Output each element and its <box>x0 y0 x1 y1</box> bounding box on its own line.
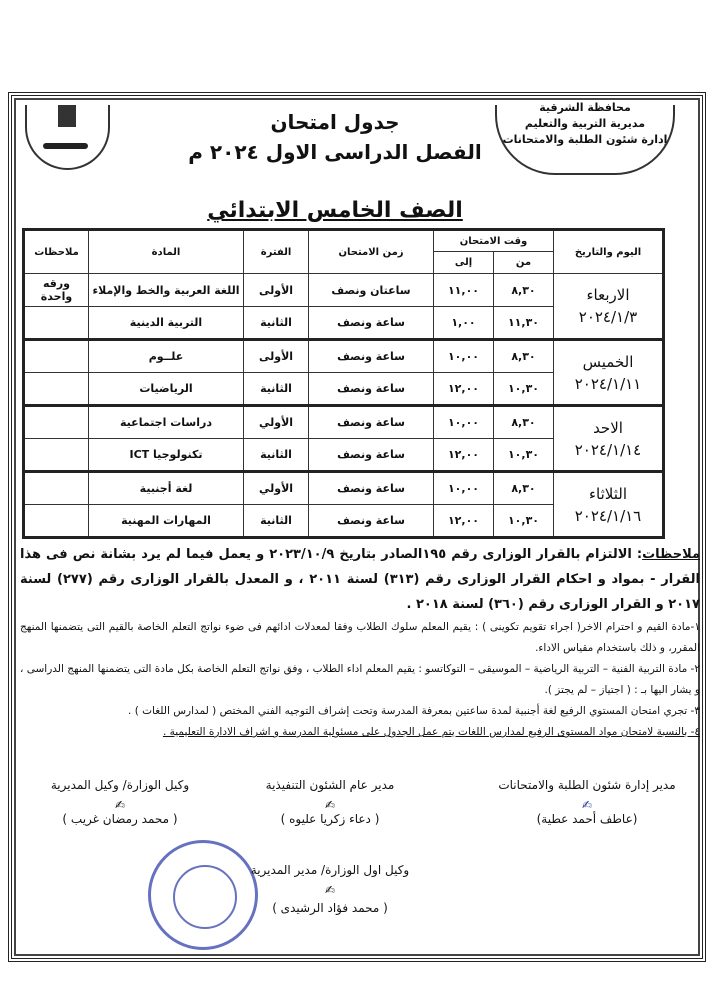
to-cell: ١,٠٠ <box>434 307 494 340</box>
signature-block <box>472 775 702 829</box>
table-row <box>24 472 664 505</box>
from-cell: ١٠,٣٠ <box>494 505 554 538</box>
duration-cell: ساعة ونصف <box>309 406 434 439</box>
to-cell: ١٢,٠٠ <box>434 373 494 406</box>
signature-title: مدير عام الشئون التنفيذية <box>265 778 395 792</box>
handwritten-signature: ✍ <box>114 798 126 812</box>
from-cell: ٨,٣٠ <box>494 472 554 505</box>
from-cell: ١١,٣٠ <box>494 307 554 340</box>
date: ٢٠٢٤/١/١٤ <box>574 440 642 459</box>
crest-icon <box>58 105 76 127</box>
notes-section <box>20 542 700 743</box>
header-day-date: اليوم والتاريخ <box>554 230 664 274</box>
to-cell: ١٢,٠٠ <box>434 505 494 538</box>
date: ٢٠٢٤/١/١١ <box>574 374 642 393</box>
horse-icon <box>43 143 88 149</box>
period-cell: الأولي <box>244 472 309 505</box>
org-line: إدارة شئون الطلبة والامتحانات <box>502 133 668 146</box>
subject-cell: لغة أجنبية <box>89 472 244 505</box>
org-line: محافظة الشرقية <box>539 101 631 114</box>
header-subject: المادة <box>89 230 244 274</box>
subject-cell: اللغة العربية والخط والإملاء <box>89 274 244 307</box>
signature-block <box>20 775 220 829</box>
duration-cell: ساعة ونصف <box>309 439 434 472</box>
day-date-cell <box>554 340 664 406</box>
notes-cell <box>24 340 89 373</box>
to-cell: ١٠,٠٠ <box>434 472 494 505</box>
duration-cell: ساعة ونصف <box>309 340 434 373</box>
signature-block <box>235 775 425 829</box>
subject-cell: تكنولوجيا ICT <box>89 439 244 472</box>
notes-cell <box>24 505 89 538</box>
signature-title: وكيل الوزارة/ وكيل المديرية <box>50 778 190 792</box>
handwritten-signature: ✍ <box>581 798 593 812</box>
notes-lead <box>20 542 700 617</box>
day-date-cell <box>554 472 664 538</box>
subject-cell: دراسات اجتماعية <box>89 406 244 439</box>
signature-name: ( محمد رمضان غريب ) <box>62 812 178 826</box>
from-cell: ٨,٣٠ <box>494 274 554 307</box>
period-cell: الأولى <box>244 340 309 373</box>
subject-cell: التربية الدينية <box>89 307 244 340</box>
notes-cell: ورقه واحدة <box>24 274 89 307</box>
signature-name: (عاطف أحمد عطية) <box>536 812 638 826</box>
day-name: الاحد <box>593 418 623 437</box>
signature-block <box>225 860 435 918</box>
period-cell: الثانية <box>244 307 309 340</box>
period-cell: الثانية <box>244 439 309 472</box>
note-item: ٢- مادة التربية الفنية – التربية الرياضية – الموسيقى – التوكاتسو : يقيم المعلم اداء الطلاب ، وفق نواتج التعلم الخاصة بكل مادة التى يتضمنها المنهج الدراسى ، و يشار اليها بـ : ( اجتياز – لم يجتز ). <box>20 663 700 696</box>
to-cell: ١١,٠٠ <box>434 274 494 307</box>
duration-cell: ساعة ونصف <box>309 472 434 505</box>
period-cell: الأولي <box>244 406 309 439</box>
date: ٢٠٢٤/١/١٦ <box>574 506 642 525</box>
day-name: الثلاثاء <box>588 484 627 503</box>
day-date-cell <box>554 406 664 472</box>
note-item: ٣- تجري امتحان المستوي الرفيع لغة أجنبية لمدة ساعتين بمعرفة المدرسة وتحت إشراف التوجيه الفني المختص ( لمدارس اللغات ) . <box>128 705 700 717</box>
header-period: الفترة <box>244 230 309 274</box>
header-notes: ملاحظات <box>24 230 89 274</box>
grade-title: الصف الخامس الابتدائي <box>207 198 463 223</box>
handwritten-signature: ✍ <box>324 798 336 812</box>
term-title: الفصل الدراسى الاول ٢٠٢٤ م <box>188 140 482 164</box>
day-name: الخميس <box>582 352 634 371</box>
notes-cell <box>24 373 89 406</box>
from-cell: ١٠,٣٠ <box>494 373 554 406</box>
emblem-logo <box>25 105 110 170</box>
subject-cell: المهارات المهنية <box>89 505 244 538</box>
duration-cell: ساعة ونصف <box>309 505 434 538</box>
to-cell: ١٢,٠٠ <box>434 439 494 472</box>
signature-name: ( دعاء زكريا عليوه ) <box>280 812 380 826</box>
subject-cell: علــوم <box>89 340 244 373</box>
signature-name: ( محمد فؤاد الرشيدى ) <box>272 901 388 915</box>
period-cell: الأولى <box>244 274 309 307</box>
notes-cell <box>24 439 89 472</box>
day-name: الاربعاء <box>586 286 630 304</box>
note-item: ١-مادة القيم و احترام الاخر( اجراء تقويم تكوينى ) : يقيم المعلم سلوك الطلاب وفقا لمعدلات ادائهم فى ضوء نواتج التعلم الخاصة بالقيم التى يتضمنها المنهج المقرر، و ذلك باستخدام مقياس الاداء. <box>20 621 700 654</box>
duration-cell: ساعة ونصف <box>309 373 434 406</box>
header-duration: زمن الامتحان <box>309 230 434 274</box>
header-exam-time: وقت الامتحان <box>434 230 554 252</box>
day-date-cell <box>554 274 664 340</box>
duration-cell: ساعتان ونصف <box>309 274 434 307</box>
page-title: جدول امتحان <box>270 110 400 134</box>
subject-cell: الرياضيات <box>89 373 244 406</box>
from-cell: ٨,٣٠ <box>494 340 554 373</box>
note-item: ٤- بالنسبة لامتحان مواد المستوى الرفيع لمدارس اللغات يتم عمل الجدول على مسئولية المدرسة و اشراف الادارة التعليمية . <box>162 726 700 738</box>
exam-schedule-table <box>22 228 665 539</box>
notes-cell <box>24 406 89 439</box>
header-to: إلى <box>434 252 494 274</box>
duration-cell: ساعة ونصف <box>309 307 434 340</box>
handwritten-signature: ✍ <box>324 883 336 897</box>
date: ٢٠٢٤/١/٣ <box>578 308 638 326</box>
table-row <box>24 406 664 439</box>
org-line: مديرية التربية والتعليم <box>524 117 646 130</box>
notes-label: ملاحظات <box>642 547 700 562</box>
signature-title: وكيل اول الوزارة/ مدير المديرية <box>250 863 410 877</box>
signature-title: مدير إدارة شئون الطلبة والامتحانات <box>498 778 676 792</box>
notes-lead-text: : الالتزام بالقرار الوزارى رقم ١٩٥الصادر بتاريخ ٢٠٢٣/١٠/٩ و يعمل فيما لم يرد بشانة نص فى هذا القرار - بمواد و احكام القرار الوزارى رقم (٣١٣) لسنة ٢٠١١ ، و المعدل بالقرار الوزارى رقم (٢٧٧) لسنة ٢٠١٧ و القرار الوزارى رقم (٣٦٠) لسنة ٢٠١٨ . <box>20 547 700 612</box>
wreath-icon <box>495 105 675 175</box>
table-row <box>24 274 664 307</box>
notes-cell <box>24 307 89 340</box>
to-cell: ١٠,٠٠ <box>434 406 494 439</box>
to-cell: ١٠,٠٠ <box>434 340 494 373</box>
table-row <box>24 340 664 373</box>
header-from: من <box>494 252 554 274</box>
period-cell: الثانية <box>244 373 309 406</box>
notes-cell <box>24 472 89 505</box>
from-cell: ٨,٣٠ <box>494 406 554 439</box>
from-cell: ١٠,٣٠ <box>494 439 554 472</box>
period-cell: الثانية <box>244 505 309 538</box>
